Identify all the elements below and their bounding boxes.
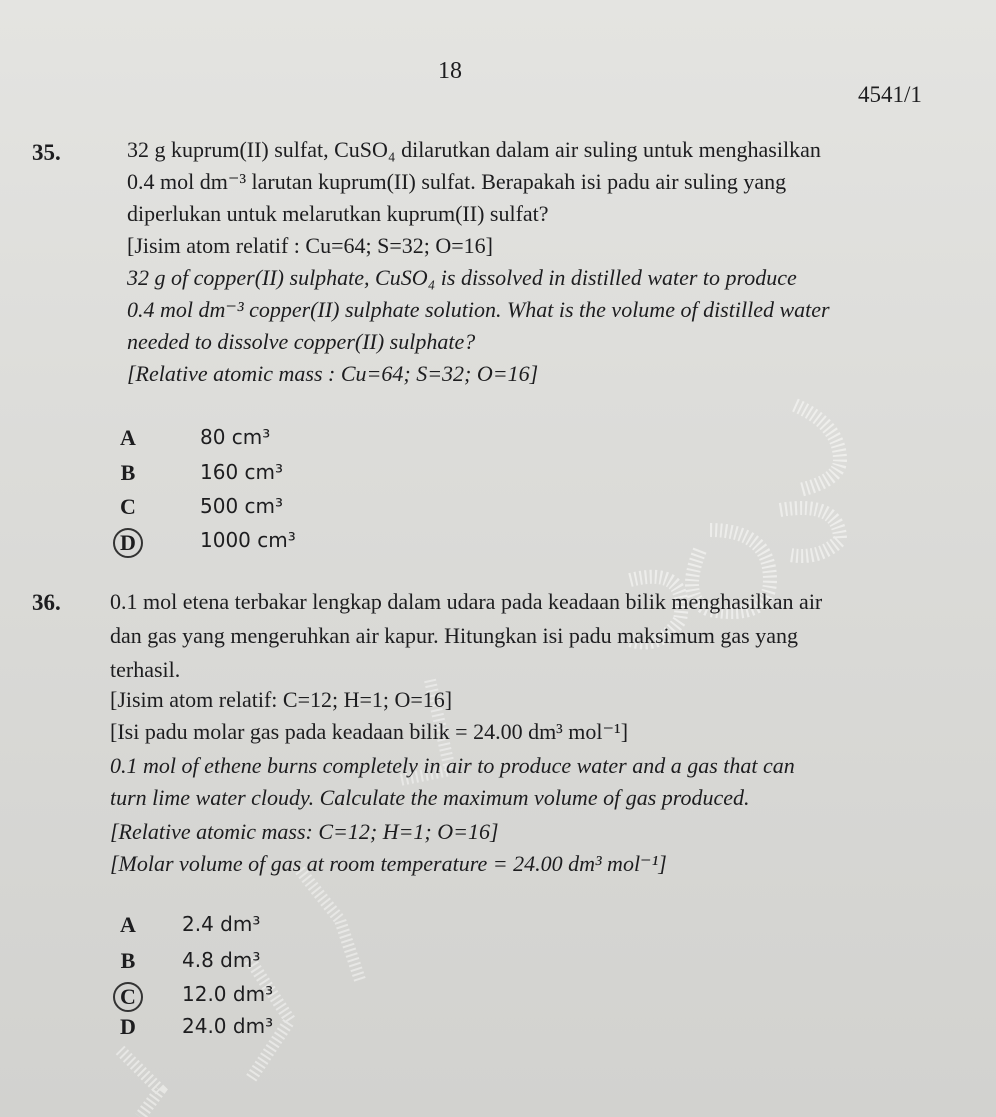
q36-option-a-value: 2.4 dm³ <box>182 912 261 936</box>
q35-option-b-letter[interactable]: B <box>120 460 136 485</box>
q35-option-c-value: 500 cm³ <box>200 494 284 518</box>
q35-malay-line-4: [Jisim atom relatif : Cu=64; S=32; O=16] <box>127 233 493 258</box>
q36-option-d-value: 24.0 dm³ <box>182 1014 274 1038</box>
q36-english-line-2: turn lime water cloudy. Calculate the maximum volume of gas produced. <box>110 785 750 810</box>
q36-english-line-1: 0.1 mol of ethene burns completely in air to produce water and a gas that can <box>110 753 795 778</box>
q36-option-c-value: 12.0 dm³ <box>182 982 274 1006</box>
q35-option-b-value: 160 cm³ <box>200 460 284 484</box>
q36-malay-line-3: terhasil. <box>110 657 181 682</box>
q36-option-b-value: 4.8 dm³ <box>182 948 261 972</box>
q35-option-a-letter[interactable]: A <box>120 425 136 450</box>
question-number-35: 35. <box>32 140 61 165</box>
q35-english-line-4: [Relative atomic mass : Cu=64; S=32; O=16] <box>127 361 539 386</box>
question-number-36: 36. <box>32 590 61 615</box>
q35-option-d-value: 1000 cm³ <box>200 528 296 552</box>
q35-malay-line-1: 32 g kuprum(II) sulfat, CuSO₄ dilarutkan dalam air suling untuk menghasilkan <box>127 137 821 162</box>
q36-option-c-letter[interactable] <box>116 982 140 1012</box>
answer-circle-mark: C <box>113 982 143 1012</box>
q36-option-a-letter[interactable]: A <box>120 912 136 937</box>
answer-circle-mark: D <box>113 528 143 558</box>
q35-option-a-value: 80 cm³ <box>200 425 271 449</box>
q36-malay-line-1: 0.1 mol etena terbakar lengkap dalam udara pada keadaan bilik menghasilkan air <box>110 589 823 614</box>
q35-option-d-letter[interactable] <box>116 528 140 558</box>
q35-english-line-3: needed to dissolve copper(II) sulphate? <box>127 329 476 354</box>
q36-option-d-letter[interactable]: D <box>120 1014 136 1039</box>
q35-malay-line-3: diperlukan untuk melarutkan kuprum(II) sulfat? <box>127 201 549 226</box>
page-number: 18 <box>438 58 462 84</box>
q35-english-line-2: 0.4 mol dm⁻³ copper(II) sulphate solution. What is the volume of distilled water <box>127 297 830 322</box>
q35-malay-line-2: 0.4 mol dm⁻³ larutan kuprum(II) sulfat. Berapakah isi padu air suling yang <box>127 169 787 194</box>
q36-english-line-4: [Molar volume of gas at room temperature = 24.00 dm³ mol⁻¹] <box>110 851 667 876</box>
paper-code: 4541/1 <box>858 82 922 107</box>
q36-malay-line-5: [Isi padu molar gas pada keadaan bilik = 24.00 dm³ mol⁻¹] <box>110 719 629 744</box>
q36-option-b-letter[interactable]: B <box>120 948 136 973</box>
q36-malay-line-2: dan gas yang mengeruhkan air kapur. Hitungkan isi padu maksimum gas yang <box>110 623 798 648</box>
q35-english-line-1: 32 g of copper(II) sulphate, CuSO₄ is dissolved in distilled water to produce <box>127 265 797 290</box>
q36-malay-line-4: [Jisim atom relatif: C=12; H=1; O=16] <box>110 687 453 712</box>
q36-english-line-3: [Relative atomic mass: C=12; H=1; O=16] <box>110 819 499 844</box>
q35-option-c-letter[interactable]: C <box>120 494 136 519</box>
